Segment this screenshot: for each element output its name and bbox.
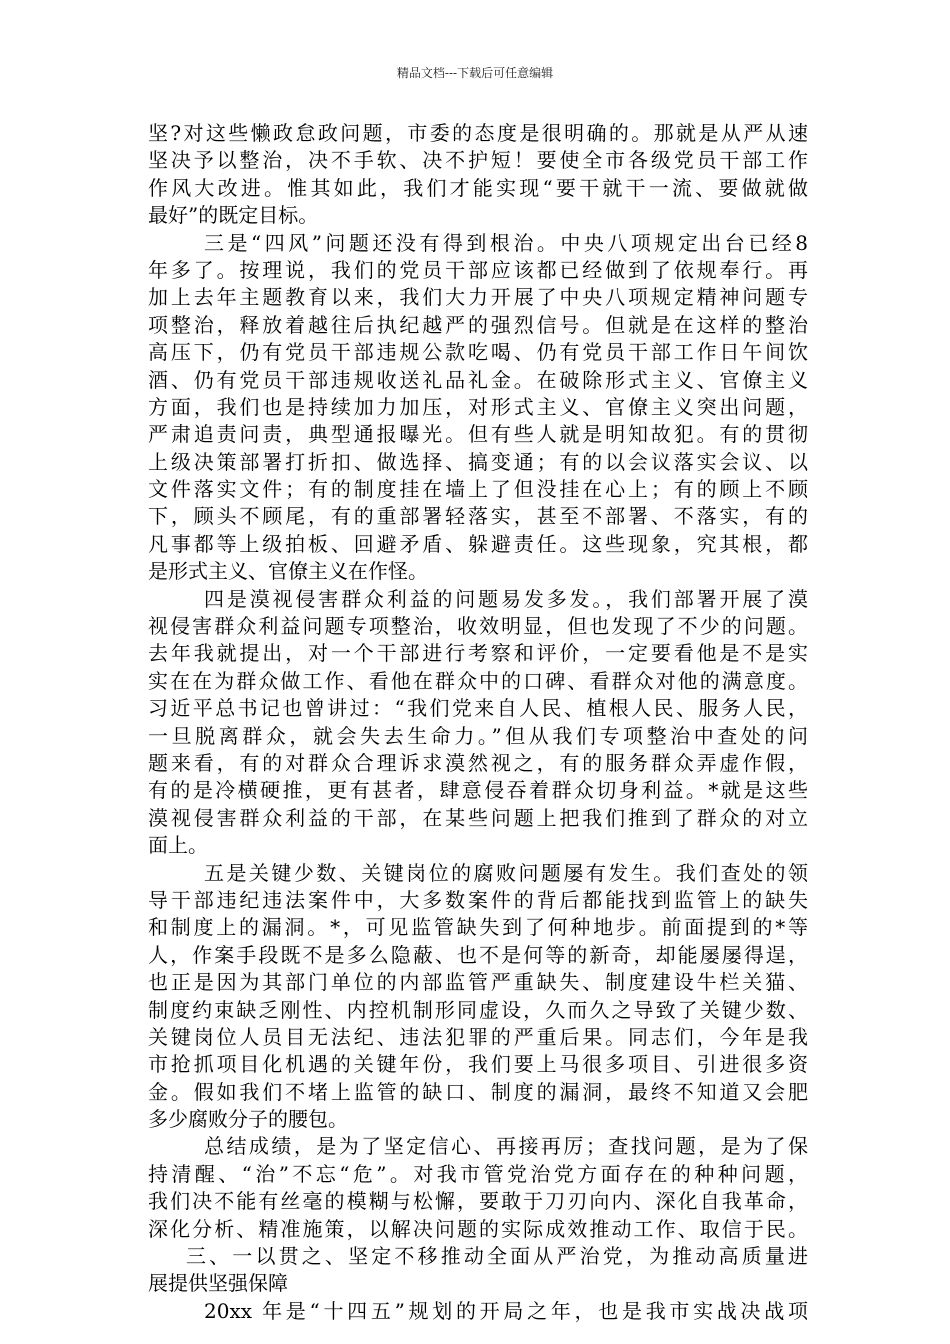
text-line: 导干部违纪违法案件中，大多数案件的背后都能找到监管上的缺失	[148, 887, 808, 912]
text-line: 关键岗位人员目无法纪、违法犯罪的严重后果。同志们，今年是我	[148, 1024, 808, 1049]
text-line: 严肃追责问责，典型通报曝光。但有些人就是明知故犯。有的贯彻	[148, 422, 808, 447]
text-line: 高压下，仍有党员干部违规公款吃喝、仍有党员干部工作日午间饮	[148, 340, 808, 365]
paragraph-start-line: 总结成绩，是为了坚定信心、再接再厉；查找问题，是为了保	[204, 1134, 808, 1159]
text-line: 文件落实文件；有的制度挂在墙上了但没挂在心上；有的顾上不顾	[148, 477, 808, 502]
text-line: 人，作案手段既不是多么隐蔽、也不是何等的新奇，却能屡屡得逞，	[148, 942, 808, 967]
text-line: 是形式主义、官僚主义在作怪。	[148, 559, 428, 584]
text-line: 漠视侵害群众利益的干部，在某些问题上把我们推到了群众的对立	[148, 805, 808, 830]
text-line: 实在在为群众做工作、看他在群众中的口碑、看群众对他的满意度。	[148, 668, 808, 693]
text-line: 制度约束缺乏刚性、内控机制形同虚设，久而久之导致了关键少数、	[148, 997, 808, 1022]
text-line: 题来看，有的对群众合理诉求漠然视之，有的服务群众弄虚作假，	[148, 750, 808, 775]
text-line: 视侵害群众利益问题专项整治，收效明显，但也发现了不少的问题。	[148, 614, 808, 639]
text-line: 深化分析、精准施策，以解决问题的实际成效推动工作、取信于民。	[148, 1216, 808, 1241]
text-line: 也正是因为其部门单位的内部监管严重缺失、制度建设牛栏关猫、	[148, 970, 808, 995]
text-line: 最好”的既定目标。	[148, 203, 319, 228]
text-line: 坚决予以整治，决不手软、决不护短！要使全市各级党员干部工作	[148, 148, 808, 173]
text-line: 多少腐败分子的腰包。	[148, 1107, 348, 1132]
document-body	[148, 120, 808, 1325]
text-line: 去年我就提出，对一个干部进行考察和评价，一定要看他是不是实	[148, 641, 808, 666]
paragraph-start-line: 五是关键少数、关键岗位的腐败问题屡有发生。我们查处的领	[204, 860, 808, 885]
paragraph-start-line: 四是漠视侵害群众利益的问题易发多发。，我们部署开展了漠	[204, 586, 808, 611]
text-line: 面上。	[148, 833, 208, 858]
text-line: 我们决不能有丝毫的模糊与松懈，要敢于刀刃向内、深化自我革命，	[148, 1189, 808, 1214]
text-line: 金。假如我们不堵上监管的缺口、制度的漏洞，最终不知道又会肥	[148, 1079, 808, 1104]
paragraph-start-line: 三是“四风”问题还没有得到根治。中央八项规定出台已经8	[204, 230, 808, 255]
text-line: 项整治，释放着越往后执纪越严的强烈信号。但就是在这样的整治	[148, 312, 808, 337]
text-line: 和制度上的漏洞。*，可见监管缺失到了何种地步。前面提到的*等	[148, 915, 808, 940]
text-line: 下，顾头不顾尾，有的重部署轻落实，甚至不部署、不落实，有的	[148, 504, 808, 529]
text-line: 市抢抓项目化机遇的关键年份，我们要上马很多项目、引进很多资	[148, 1052, 808, 1077]
text-line: 凡事都等上级拍板、回避矛盾、躲避责任。这些现象，究其根，都	[148, 531, 808, 556]
page-header: 精品文档---下载后可任意编辑	[396, 66, 554, 80]
text-line: 作风大改进。惟其如此，我们才能实现“要干就干一流、要做就做	[148, 175, 808, 200]
paragraph-start-line: 20xx 年是“十四五”规划的开局之年，也是我市实战决战项	[204, 1298, 808, 1323]
section-heading-line: 展提供坚强保障	[148, 1271, 288, 1296]
text-line: 上级决策部署打折扣、做选择、搞变通；有的以会议落实会议、以	[148, 449, 808, 474]
text-line: 坚?对这些懒政怠政问题，市委的态度是很明确的。那就是从严从速	[148, 121, 808, 145]
section-heading-line: 三、一以贯之、坚定不移推动全面从严治党，为推动高质量进	[186, 1244, 808, 1269]
text-line: 酒、仍有党员干部违规收送礼品礼金。在破除形式主义、官僚主义	[148, 367, 808, 392]
text-line: 加上去年主题教育以来，我们大力开展了中央八项规定精神问题专	[148, 285, 808, 310]
text-line: 有的是冷横硬推，更有甚者，肆意侵吞着群众切身利益。*就是这些	[148, 778, 808, 803]
text-line: 持清醒、“治”不忘“危”。对我市管党治党方面存在的种种问题，	[148, 1161, 808, 1186]
text-line: 方面，我们也是持续加力加压，对形式主义、官僚主义突出问题，	[148, 394, 808, 419]
text-line: 年多了。按理说，我们的党员干部应该都已经做到了依规奉行。再	[148, 257, 808, 282]
text-line: 习近平总书记也曾讲过：“我们党来自人民、植根人民、服务人民，	[148, 696, 808, 721]
text-line: 一旦脱离群众，就会失去生命力。”但从我们专项整治中查处的问	[148, 723, 808, 748]
